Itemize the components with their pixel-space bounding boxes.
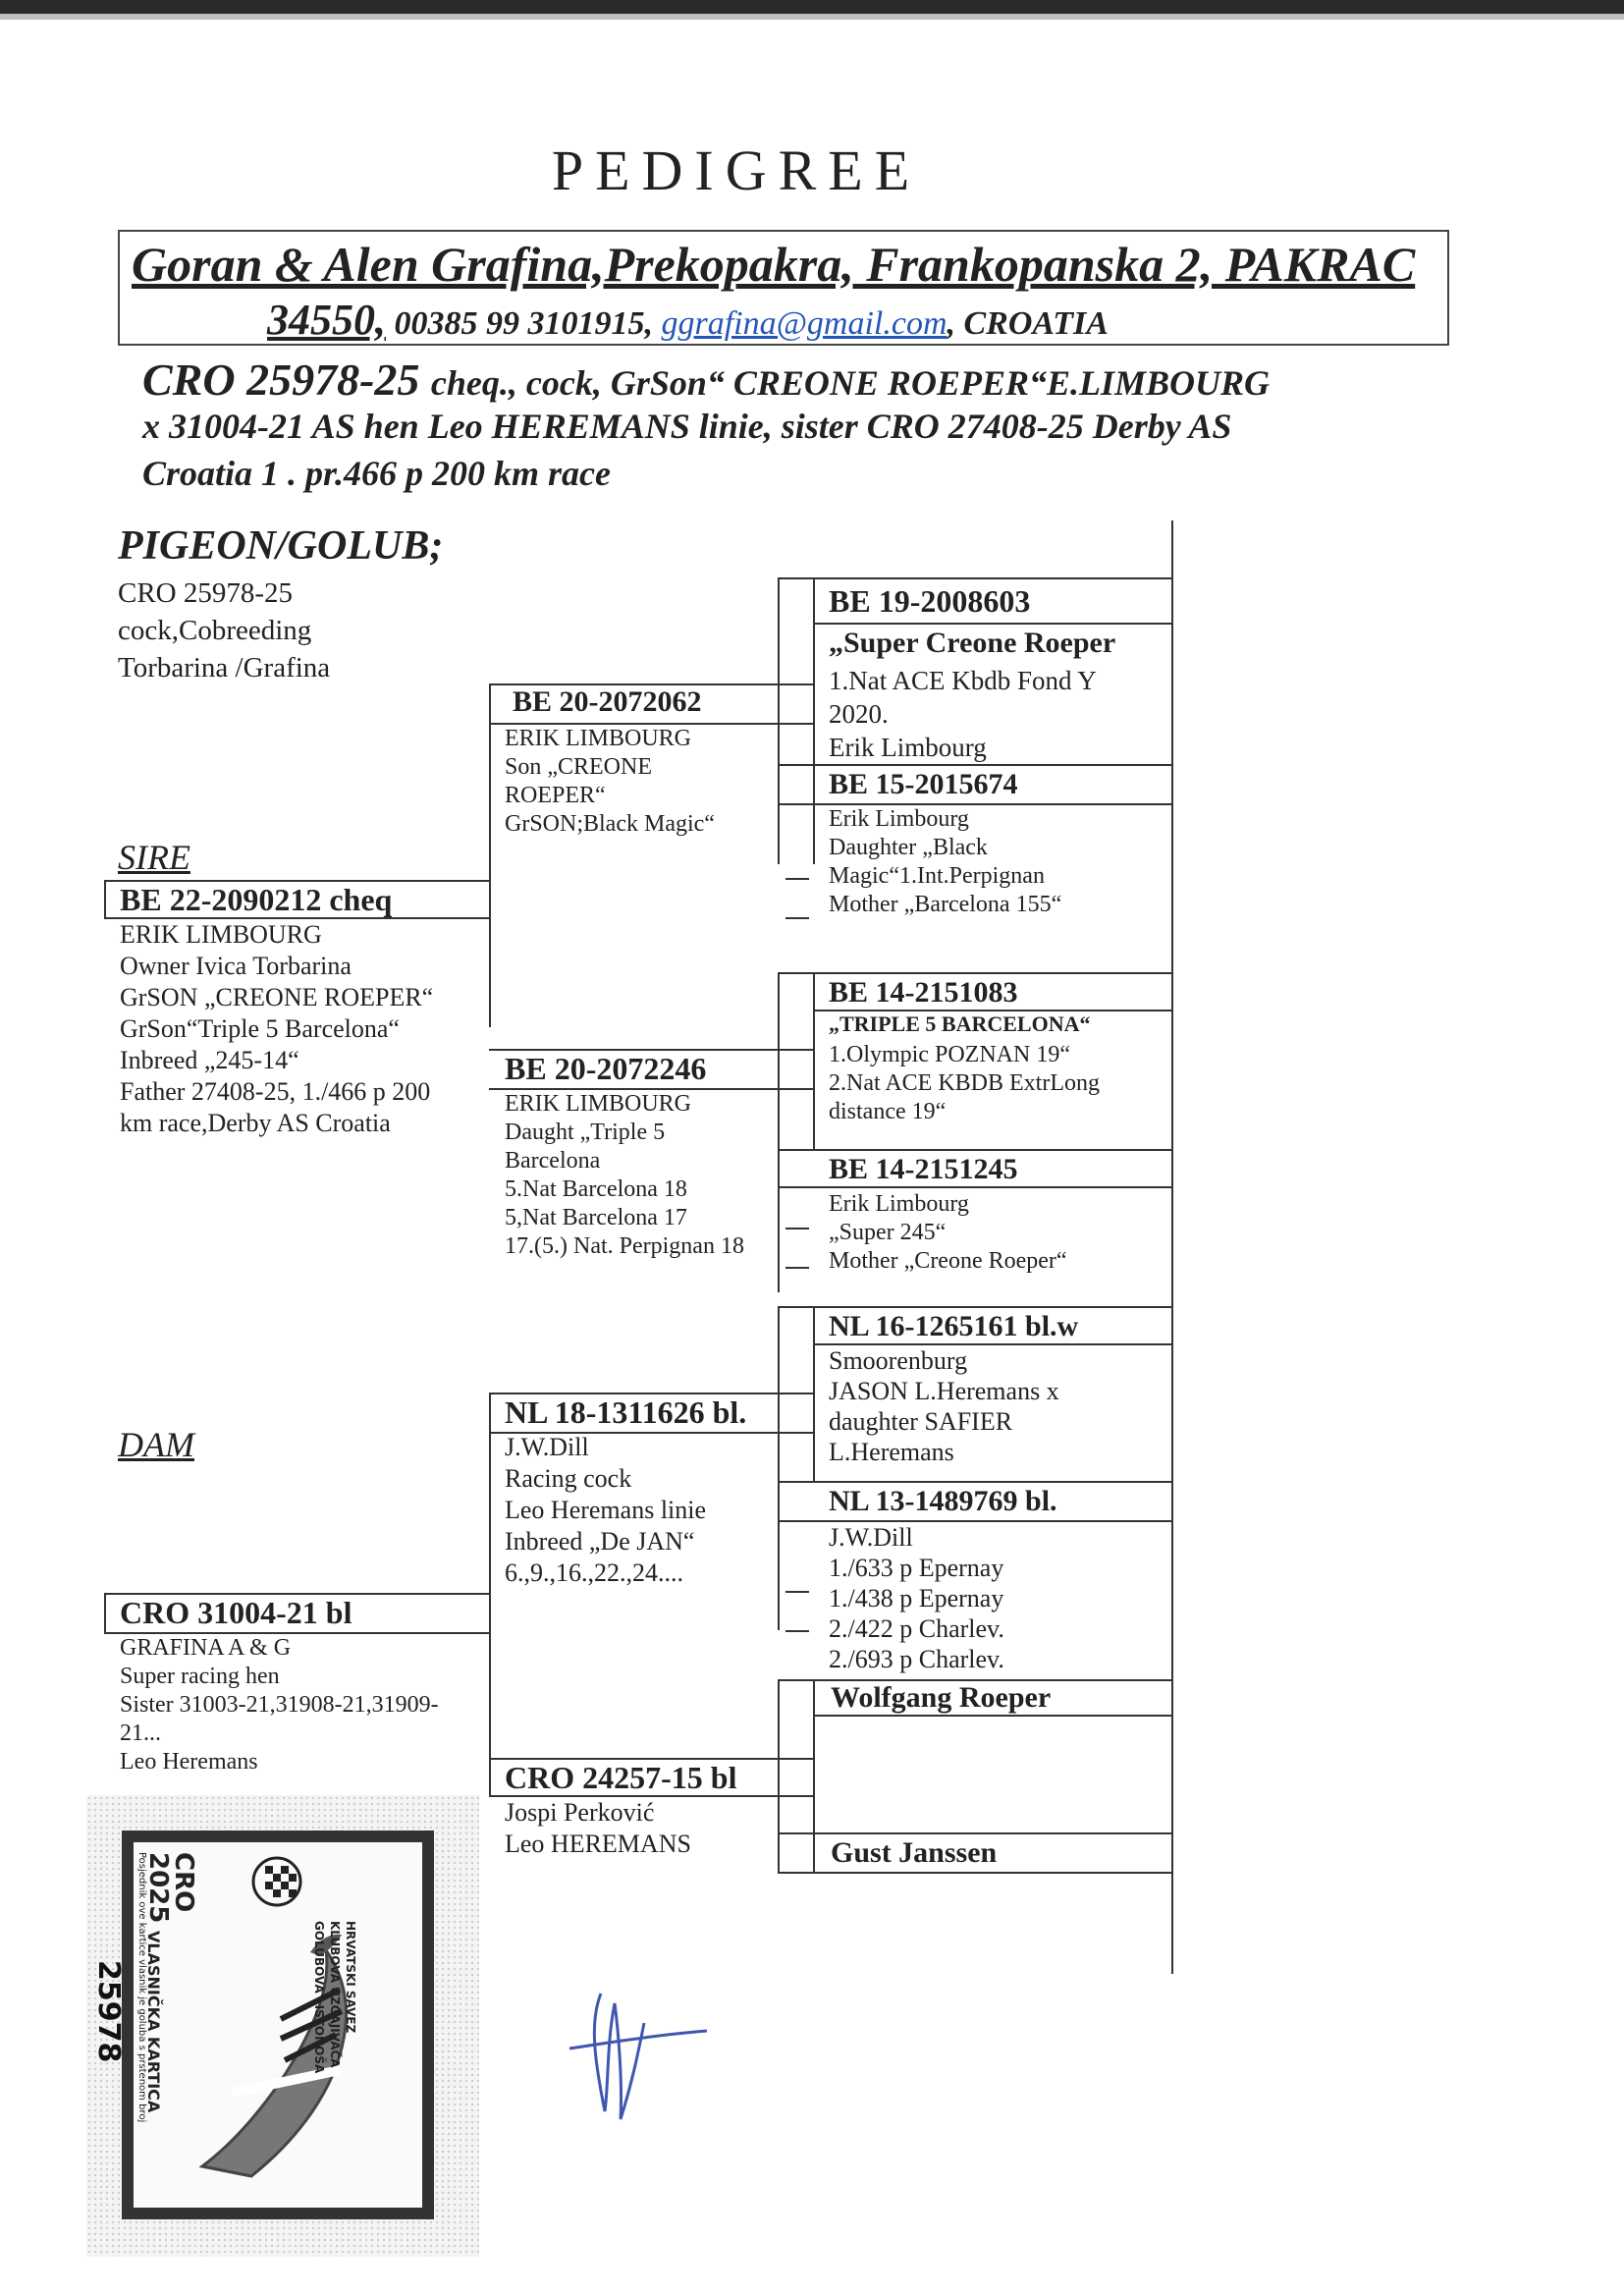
ggp-line: 1./438 p Epernay <box>829 1584 1004 1612</box>
gp-line: Son „CREONE <box>505 754 652 780</box>
pigeon-breeders: Torbarina /Grafina <box>118 652 331 683</box>
tree-line <box>785 1591 809 1593</box>
sire-line: GrSon“Triple 5 Barcelona“ <box>120 1014 400 1043</box>
ggp-line: Erik Limbourg <box>829 1191 969 1217</box>
gp-line: 6.,9.,16.,22.,24.... <box>505 1558 683 1587</box>
tree-line <box>104 1593 106 1634</box>
stamp-year: 2025 <box>143 1852 173 1924</box>
ggp-line: Mother „Creone Roeper“ <box>829 1248 1067 1274</box>
pigeon-summary-line3: Croatia 1 . pr.466 p 200 km race <box>142 454 612 493</box>
tree-line <box>778 1872 1173 1874</box>
stamp-org3: GOLUBOVA LISTONOŠA <box>312 1921 326 2074</box>
pigeon-summary-line1 <box>142 354 1270 406</box>
ggp-sds-info <box>829 1041 1100 1126</box>
ggp-line: 1./633 p Epernay <box>829 1554 1004 1582</box>
stamp-org1: HRVATSKI SAVEZ <box>344 1921 357 2034</box>
gp-line: Jospi Perković <box>505 1798 655 1827</box>
dam-line: 21... <box>120 1721 161 1746</box>
ggp-sds-ring: BE 14-2151083 <box>829 976 1018 1009</box>
tree-line <box>785 917 809 919</box>
ggp-dss-ring: NL 16-1265161 bl.w <box>829 1310 1079 1342</box>
stamp-code: CRO <box>169 1852 198 1913</box>
ggp-sds-name: „TRIPLE 5 BARCELONA“ <box>829 1011 1091 1036</box>
tree-line <box>778 1679 780 1872</box>
sire-side-connector <box>489 683 491 1027</box>
gp-line: 17.(5.) Nat. Perpignan 18 <box>505 1233 744 1259</box>
gp-line: Racing cock <box>505 1464 632 1493</box>
ggp-line: 1.Olympic POZNAN 19“ <box>829 1042 1070 1067</box>
tree-line <box>813 577 815 864</box>
stamp-note: Posjednik ove kartice vlasnik je goluba s prstenom broj <box>136 1852 147 2123</box>
ggp-sdd-ring: BE 14-2151245 <box>829 1153 1018 1185</box>
tree-line <box>778 1186 1173 1188</box>
ggp-line: JASON L.Heremans x <box>829 1377 1059 1405</box>
pigeon-heading: PIGEON/GOLUB; <box>118 523 444 569</box>
ggp-sss-ring: BE 19-2008603 <box>829 583 1031 619</box>
tree-line <box>778 1832 1173 1834</box>
ggp-line: L.Heremans <box>829 1438 954 1466</box>
tree-line <box>778 577 1173 579</box>
tree-line <box>813 972 815 1149</box>
right-border-line <box>1171 520 1173 1974</box>
ggp-line: 2./422 p Charlev. <box>829 1614 1004 1643</box>
phone-number: 00385 99 3101915, <box>394 305 653 342</box>
postal-code: 34550, <box>267 296 386 344</box>
gp-line: 5.Nat Barcelona 18 <box>505 1176 687 1202</box>
tree-line <box>785 1267 809 1269</box>
page-title: PEDIGREE <box>551 138 922 202</box>
ggp-line: Erik Limbourg <box>829 733 987 762</box>
ggp-dsd-info <box>829 1522 1004 1674</box>
ggp-dds-name: Wolfgang Roeper <box>831 1681 1052 1714</box>
ggp-line: 2020. <box>829 699 889 729</box>
gp-line: 5,Nat Barcelona 17 <box>505 1205 687 1230</box>
tree-line <box>778 972 780 1292</box>
sire-line: GrSON „CREONE ROEPER“ <box>120 983 434 1011</box>
gp-ss-info <box>505 725 715 839</box>
gp-line: Daught „Triple 5 <box>505 1120 666 1145</box>
gp-line: Barcelona <box>505 1148 601 1174</box>
gp-line: GrSON;Black Magic“ <box>505 811 715 837</box>
dam-line: Sister 31003-21,31908-21,31909- <box>120 1692 439 1718</box>
dam-label: DAM <box>118 1425 194 1464</box>
tree-line <box>813 1306 815 1483</box>
ggp-dss-info <box>829 1345 1059 1467</box>
sire-line: Inbreed „245-14“ <box>120 1046 299 1074</box>
pigeon-info: cock,Cobreeding <box>118 615 312 646</box>
gp-ds-info <box>505 1432 706 1589</box>
tree-line <box>813 623 1172 625</box>
tree-line <box>778 577 780 864</box>
ggp-sss-info <box>829 664 1097 764</box>
tree-line <box>778 1306 1173 1308</box>
gp-line: ERIK LIMBOURG <box>505 1091 691 1117</box>
tree-line <box>778 1149 1173 1151</box>
owner-contact-line <box>267 295 1109 345</box>
sire-line: Father 27408-25, 1./466 p 200 <box>120 1077 431 1106</box>
pigeon-summary-desc: cheq., cock, GrSon“ CREONE ROEPER“E.LIMBOURG <box>430 363 1271 403</box>
sire-line: ERIK LIMBOURG <box>120 920 322 949</box>
ggp-dsd-ring: NL 13-1489769 bl. <box>829 1485 1057 1517</box>
ownership-card <box>91 1842 422 2208</box>
ggp-line: Mother „Barcelona 155“ <box>829 892 1062 917</box>
tree-line <box>785 878 809 880</box>
ggp-line: J.W.Dill <box>829 1523 913 1552</box>
ggp-line: 1.Nat ACE Kbdb Fond Y <box>829 666 1097 695</box>
tree-line <box>785 1630 809 1632</box>
stamp-org2: KLUBOVA UZGAJIVAČA <box>328 1921 342 2068</box>
tree-line <box>778 1481 1173 1483</box>
ggp-line: Magic“1.Int.Perpignan <box>829 863 1045 889</box>
stamp-card-title: VLASNIČKA KARTICA <box>144 1931 163 2113</box>
stamp-number: 25978 <box>91 1960 126 2063</box>
chessboard-logo-icon <box>251 1852 308 1911</box>
ggp-sdd-info <box>829 1190 1067 1276</box>
gp-dd-ring: CRO 24257-15 bl <box>505 1760 737 1795</box>
ggp-ddd-name: Gust Janssen <box>831 1836 998 1869</box>
ggp-ssd-info <box>829 805 1061 919</box>
ggp-line: 2./693 p Charlev. <box>829 1645 1004 1673</box>
dam-line: GRAFINA A & G <box>120 1635 292 1661</box>
tree-line <box>785 1228 809 1229</box>
dam-line: Super racing hen <box>120 1664 280 1689</box>
dam-line: Leo Heremans <box>120 1749 258 1775</box>
pigeon-ring: CRO 25978-25 <box>118 577 294 609</box>
ggp-line: Smoorenburg <box>829 1346 968 1375</box>
gp-line: J.W.Dill <box>505 1433 589 1461</box>
ggp-line: daughter SAFIER <box>829 1407 1013 1436</box>
gp-ds-ring: NL 18-1311626 bl. <box>505 1394 747 1430</box>
gp-line: Inbreed „De JAN“ <box>505 1527 695 1556</box>
gp-line: ERIK LIMBOURG <box>505 726 691 751</box>
pigeon-summary-line2: x 31004-21 AS hen Leo HEREMANS linie, sister CRO 27408-25 Derby AS <box>142 407 1232 446</box>
ggp-line: 2.Nat ACE KBDB ExtrLong <box>829 1070 1100 1096</box>
signature <box>550 1964 727 2141</box>
ggp-sss-name: „Super Creone Roeper <box>829 627 1116 659</box>
owner-line: Goran & Alen Grafina,Prekopakra, Frankopanska 2, PAKRAC <box>132 237 1416 292</box>
sire-line: Owner Ivica Torbarina <box>120 952 352 980</box>
tree-line <box>813 1715 1172 1717</box>
dam-info <box>120 1634 439 1776</box>
tree-line <box>778 764 1173 766</box>
gp-line: Leo HEREMANS <box>505 1830 691 1858</box>
ggp-line: Daughter „Black <box>829 835 988 860</box>
dam-side-connector <box>489 1393 491 1797</box>
sire-line: km race,Derby AS Croatia <box>120 1109 391 1137</box>
gp-sd-info <box>505 1090 744 1261</box>
gp-ss-ring: BE 20-2072062 <box>513 685 702 718</box>
sire-label: SIRE <box>118 838 190 877</box>
tree-line <box>813 1679 815 1872</box>
gp-dd-info <box>505 1797 691 1860</box>
gp-line: ROEPER“ <box>505 783 606 808</box>
gp-sd-ring: BE 20-2072246 <box>505 1051 707 1086</box>
tree-line <box>778 972 1173 974</box>
ggp-ssd-ring: BE 15-2015674 <box>829 768 1018 800</box>
sire-ring: BE 22-2090212 cheq <box>120 882 393 917</box>
ggp-line: „Super 245“ <box>829 1220 947 1245</box>
country: , CROATIA <box>947 305 1109 342</box>
gp-line: Leo Heremans linie <box>505 1496 707 1524</box>
scan-edge <box>0 0 1624 14</box>
ggp-line: Erik Limbourg <box>829 806 969 832</box>
tree-line <box>104 880 106 919</box>
scan-edge-shadow <box>0 14 1624 20</box>
pigeon-summary-ring: CRO 25978-25 <box>142 355 420 405</box>
ggp-line: distance 19“ <box>829 1099 947 1124</box>
dam-ring: CRO 31004-21 bl <box>120 1595 352 1630</box>
sire-info <box>120 919 433 1139</box>
tree-line <box>778 1306 780 1630</box>
email-link[interactable]: ggrafina@gmail.com <box>661 305 947 342</box>
